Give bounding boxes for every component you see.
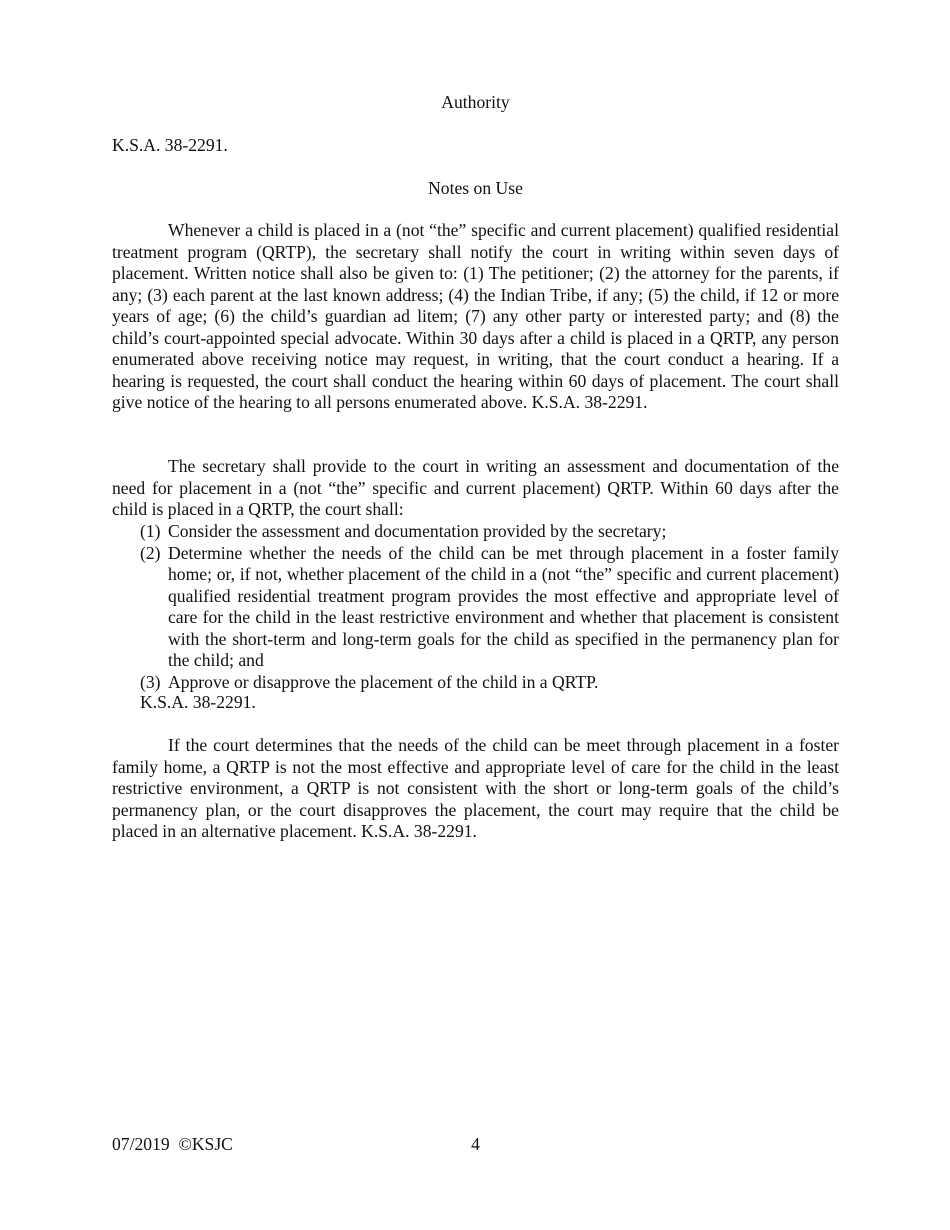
alternative-placement-paragraph: If the court determines that the needs of the child can be meet through placement in a foster family home, a QRTP is not the most effective and appropriate level of care for the child in the least restrictive environment, a QRTP is not consistent with the short or long-term goals of the child’s permanency plan, or the court disapproves the placement, the court may require that the child be placed in an alternative placement. K.S.A. 38-2291. [112, 735, 839, 841]
list-item-text: Approve or disapprove the placement of the child in a QRTP. [168, 671, 599, 692]
notice-paragraph: Whenever a child is placed in a (not “the” specific and current placement) qualified residential treatment program (QRTP), the secretary shall notify the court in writing within seven days of placement. Written notice shall also be given to: (1) The petitioner; (2) the attorney for the parents, if any; (3) each parent at the last known address; (4) the Indian Tribe, if any; (5) the child, if 12 or more years of age; (6) the child’s guardian ad litem; (7) any other party or interested party; and (8) the child’s court-appointed special advocate. Within 30 days after a child is placed in a QRTP, any person enumerated above receiving notice may request, in writing, that the court conduct a hearing. If a hearing is requested, the court shall conduct the hearing within 60 days of placement. The court shall give notice of the hearing to all persons enumerated above. K.S.A. 38-2291. [112, 220, 839, 412]
list-item-number: (3) [140, 671, 161, 692]
list-item-text: Consider the assessment and documentation provided by the secretary; [168, 521, 667, 541]
authority-citation: K.S.A. 38-2291. [112, 135, 228, 155]
list-item [140, 543, 839, 672]
list-item-number: (1) [140, 521, 161, 541]
footer-date-copyright: 07/2019 ©KSJC [112, 1134, 233, 1154]
list-item-text: Determine whether the needs of the child can be met through placement in a foster family home; or, if not, whether placement of the child in a (not “the” specific and current placement) qualified residential treatment program provides the most effective and appropriate level of care for the child in the least restrictive environment and whether that placement is consistent with the short-term and long-term goals for the child as specified in the permanency plan for the child; and [168, 542, 839, 670]
list-item-number: (2) [140, 542, 161, 563]
list-item [140, 521, 839, 543]
footer-page-number: 4 [471, 1134, 480, 1154]
authority-heading: Authority [441, 92, 510, 112]
court-duties-list [140, 521, 839, 693]
list-citation: K.S.A. 38-2291. [140, 692, 256, 712]
list-item [140, 672, 839, 694]
notes-on-use-heading: Notes on Use [428, 178, 523, 198]
assessment-paragraph: The secretary shall provide to the court in writing an assessment and documentation of the need for placement in a (not “the” specific and current placement) QRTP. Within 60 days after the child is placed in a QRTP, the court shall: [112, 456, 839, 519]
document-page [112, 0, 839, 1230]
